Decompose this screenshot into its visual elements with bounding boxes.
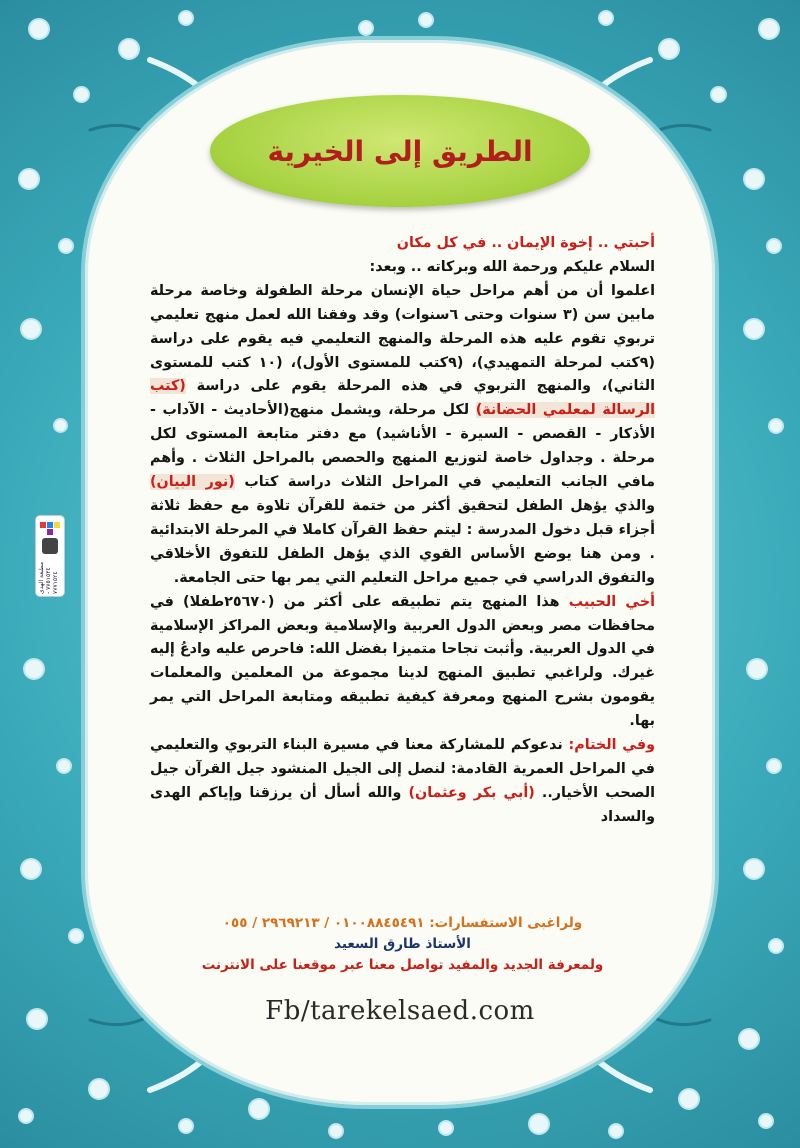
closing-text-b: والله أسأل أن يرزقنا وإياكم الهدى والسداد [150,784,655,825]
paragraph-closing [150,734,655,830]
closing-names: (أبي بكر وعثمان) [408,784,535,801]
dear-brother-text: هذا المنهج يتم تطبيقه على أكثر من (٢٥٦٧٠طفلا) في محافظات مصر وبعض الدول العربية والإسلامية وبعض المراكز الإسلامية في الدول العربية. وأثبت نجاحا متميزا بفضل الله: فاحرص عليه وادعُ إليه غيرك. ولراغبي تطبيق المنهج لدينا مجموعة من المعلمين والمعلمات يقومون بشرح المنهج ومعرفة كيفية تطبيقه ومتابعة المراحل التي يمر بها. [150,593,655,730]
inquiries-phones: ولراغبى الاستفسارات: ٠١٠٠٨٨٤٥٤٩١ / ٢٩٦٩٢١٣ / ٠٥٥ [222,915,583,931]
website-note: ولمعرفة الجديد والمفيد تواصل معنا عبر موقعنا على الانترنت [201,957,604,973]
dear-brother-label: أخي الحبيب [568,593,656,610]
curriculum-text-b: لكل مرحلة، ويشمل منهج(الأحاديث - الآداب - الأذكار - القصص - السيرة - الأناشيد) مع دفتر متابعة المستوى لكل مرحلة . وجداول خاصة لتوزيع المنهج والحصص بالمراحل الثلاث . وأهم مافي الجانب التعليمي في المراحل الثلاث دراسة كتاب [150,402,656,491]
website-url: Fb/tarekelsaed.com [265,996,535,1026]
page-title: الطريق إلى الخيرية [267,134,533,168]
curriculum-text-c: والذي يؤهل الطفل لتحقيق أكثر من ختمة للقرآن تلاوة مع حفظ ثلاثة أجزاء قبل دخول المدرسة : ليتم حفظ القرآن كاملا في المرحلة الابتدائية . ومن هنا يوضع الأساس القوي الذي يؤهل الطفل للتفوق الأخلاقي والتفوق الدراسي في جميع مراحل التعليم التي يمر بها حتى الجامعة. [150,497,655,586]
body-text [150,232,655,830]
curriculum-text-a: اعلموا أن من أهم مراحل حياة الإنسان مرحلة الطفولة وخاصة مرحلة مابين سن (٣ سنوات وحتى ٦سنوات) وقد وفقنا الله لعمل منهج تعليمي تربوي تقوم عليه هذه المرحلة والمنهج التعليمي فيه يقوم على دراسة (٩كتب لمرحلة التمهيدي)، (٩كتب للمستوى الأول)، (١٠ كتب للمستوى الثاني)، والمنهج التربوي في هذه المرحلة يقوم على دراسة [150,282,656,395]
printer-logo [36,516,64,596]
closing-label: وفي الختام: [568,737,655,754]
contact-block [150,912,655,976]
book-title: (نور البيان) [150,474,235,491]
greeting: السلام عليكم ورحمة الله وبركاته .. وبعد: [369,258,655,275]
lead-line: أحبتي .. إخوة الإيمان .. في كل مكان [396,235,655,251]
printer-icon [42,538,58,554]
title-banner [210,95,590,207]
author-name: الأستاذ طارق السعيد [334,936,471,952]
logo-square-red [40,522,46,528]
paragraph-curriculum [150,280,655,591]
logo-square-yellow [54,522,60,528]
curriculum-highlight: (كتب الرسالة لمعلمي الحضانة) [150,378,656,419]
logo-square-purple [47,529,53,535]
paragraph-dear-brother [150,591,655,734]
closing-text-a: ندعوكم للمشاركة معنا في مسيرة البناء التربوي والتعليمي في المراحل العمرية القادمة: لنصل إلى الجيل المنشود جيل القرآن جيل الصحب الأخيار.. [150,737,655,801]
logo-square-blue [47,522,53,528]
printer-logo-text: مطبعة الهدى ٧٧٥١٥٣٤ - ٧٧٧١٥٢٤ [38,561,59,594]
